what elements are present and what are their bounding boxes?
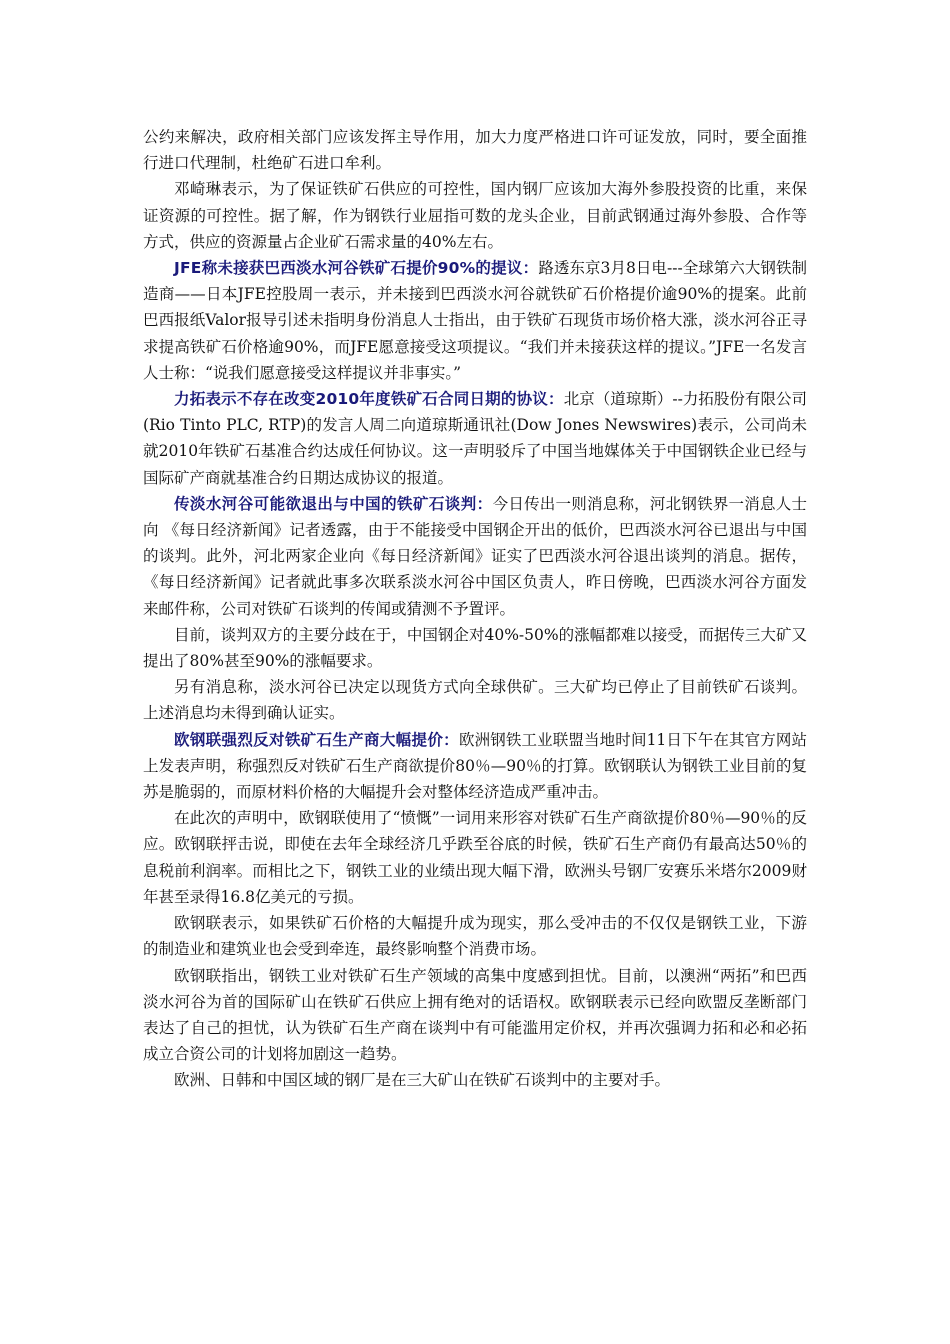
paragraph-text: 在此次的声明中，欧钢联使用了“愤慨”一词用来形容对铁矿石生产商欲提价80％—90％的反应。欧钢联抨击说，即使在去年全球经济几乎跌至谷底的时候，铁矿石生产商仍有最高达50％的息税前利润率。而相比之下，钢铁工业的业绩出现大幅下滑，欧洲头号钢厂安赛乐米塔尔2009财年甚至录得16.8亿美元的亏损。: [143, 809, 807, 906]
paragraph-text: 欧钢联指出，钢铁工业对铁矿石生产领域的高集中度感到担忧。目前，以澳洲“两拓”和巴西淡水河谷为首的国际矿山在铁矿石供应上拥有绝对的话语权。欧钢联表示已经向欧盟反垄断部门表达了自己的担忧，认为铁矿石生产商在谈判中有可能滥用定价权，并再次强调力拓和必和必拓成立合资公司的计划将加剧这一趋势。: [143, 966, 807, 1064]
paragraph-text: 欧洲、日韩和中国区域的钢厂是在三大矿山在铁矿石谈判中的主要对手。: [174, 1071, 671, 1090]
paragraph-vale: [143, 491, 807, 622]
paragraph-text: 今日传出一则消息称，河北钢铁界一消息人士向 《每日经济新闻》记者透露，由于不能接受中国钢企开出的低价，巴西淡水河谷已退出与中国的谈判。此外，河北两家企业向《每日经济新闻》证实了巴西淡水河谷退出谈判的消息。据传，《每日经济新闻》记者就此事多次联系淡水河谷中国区负责人，昨日傍晚，巴西淡水河谷方面发来邮件称，公司对铁矿石谈判的传闻或猜测不予置评。: [143, 494, 807, 618]
paragraph-7: [143, 674, 807, 726]
paragraph-text: 欧钢联表示，如果铁矿石价格的大幅提升成为现实，那么受冲击的不仅仅是钢铁工业，下游的制造业和建筑业也会受到牵连，最终影响整个消费市场。: [143, 914, 807, 959]
paragraph-11: [143, 963, 807, 1068]
document-page: [143, 124, 807, 1094]
paragraph-12: [143, 1067, 807, 1093]
paragraph-text: 另有消息称，淡水河谷已决定以现货方式向全球供矿。三大矿均已停止了目前铁矿石谈判。上述消息均未得到确认证实。: [143, 678, 807, 723]
paragraph-text: 邓崎琳表示，为了保证铁矿石供应的可控性，国内钢厂应该加大海外参股投资的比重，来保证资源的可控性。据了解，作为钢铁行业屈指可数的龙头企业，目前武钢通过海外参股、合作等方式，供应的资源量占企业矿石需求量的40%左右。: [143, 180, 807, 251]
paragraph-6: [143, 622, 807, 674]
paragraph-1: [143, 124, 807, 176]
paragraph-9: [143, 805, 807, 910]
section-heading-vale: 传淡水河谷可能欲退出与中国的铁矿石谈判：: [174, 494, 493, 513]
paragraph-text: 目前，谈判双方的主要分歧在于，中国钢企对40%-50%的涨幅都难以接受，而据传三大矿又提出了80%甚至90%的涨幅要求。: [143, 625, 807, 671]
paragraph-10: [143, 910, 807, 962]
paragraph-text: 路透东京3月8日电---全球第六大钢铁制造商——日本JFE控股周一表示，并未接到巴西淡水河谷就铁矿石价格提价逾90%的提案。此前巴西报纸Valor报导引述未指明身份消息人士指出，由于铁矿石现货市场价格大涨，淡水河谷正寻求提高铁矿石价格逾90%，而JFE愿意接受这项提议。“我们并未接获这样的提议。”JFE一名发言人士称：“说我们愿意接受这样提议并非事实。”: [143, 259, 808, 382]
paragraph-jfe: [143, 255, 807, 386]
section-heading-eurofer: 欧钢联强烈反对铁矿石生产商大幅提价：: [174, 730, 459, 749]
section-heading-rio-tinto: 力拓表示不存在改变2010年度铁矿石合同日期的协议：: [174, 390, 564, 409]
paragraph-eurofer: [143, 727, 807, 806]
paragraph-2: [143, 176, 807, 255]
paragraph-rio-tinto: [143, 386, 807, 491]
section-heading-jfe: JFE称未接获巴西淡水河谷铁矿石提价90%的提议：: [174, 259, 539, 278]
paragraph-text: 公约来解决，政府相关部门应该发挥主导作用，加大力度严格进口许可证发放，同时，要全面推行进口代理制，杜绝矿石进口牟利。: [143, 128, 807, 173]
paragraph-text: 欧洲钢铁工业联盟当地时间11日下午在其官方网站上发表声明，称强烈反对铁矿石生产商欲提价80％—90％的打算。欧钢联认为钢铁工业目前的复苏是脆弱的，而原材料价格的大幅提升会对整体经济造成严重冲击。: [143, 730, 807, 802]
paragraph-text: 北京（道琼斯）--力拓股份有限公司(Rio Tinto PLC, RTP)的发言人周二向道琼斯通讯社(Dow Jones Newswires)表示，公司尚未就2010年铁矿石基准合约达成任何协议。这一声明驳斥了中国当地媒体关于中国钢铁企业已经与国际矿产商就基准合约日期达成协议的报道。: [143, 390, 807, 487]
